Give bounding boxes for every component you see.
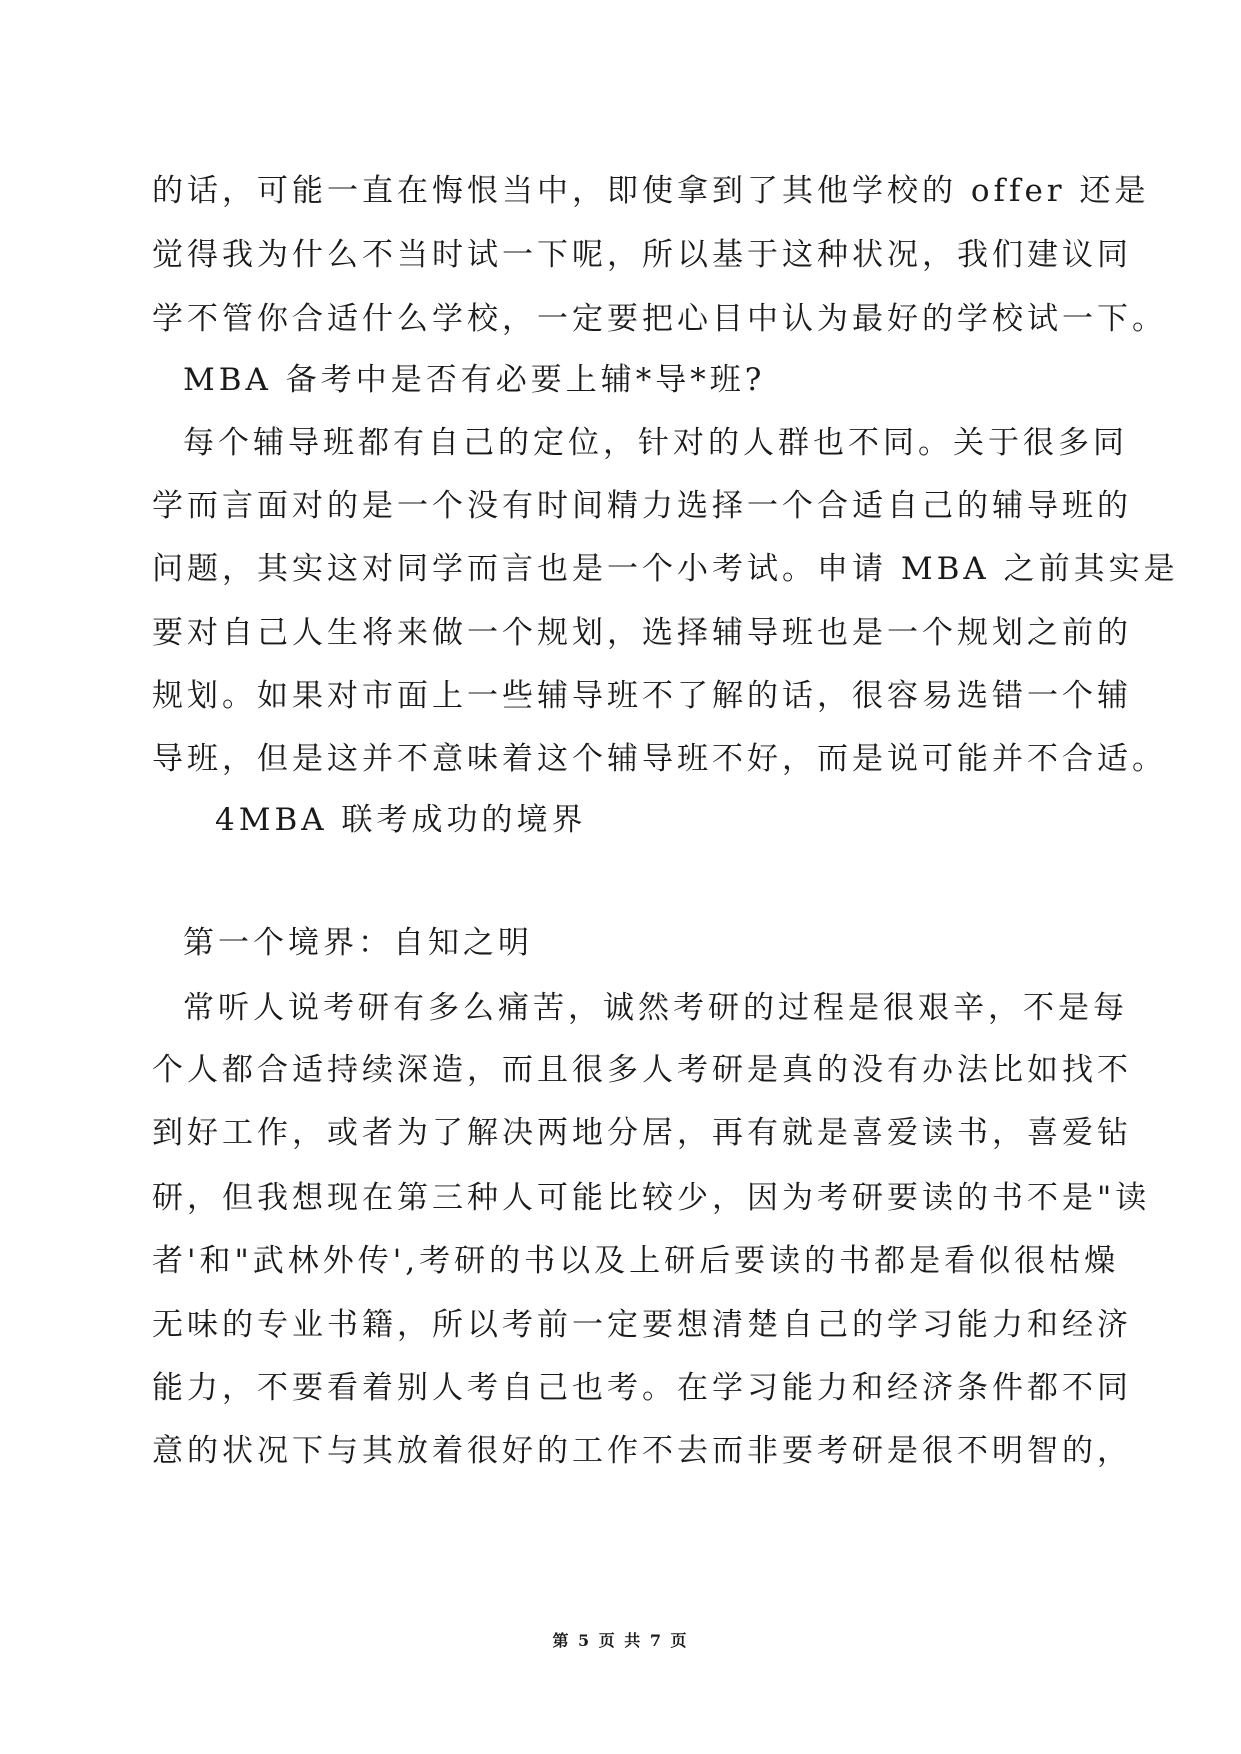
body-text-line: 研，但我想现在第三种人可能比较少，因为考研要读的书不是"读 [152,1180,1151,1216]
body-text-line: 意的状况下与其放着很好的工作不去而非要考研是很不明智的， [152,1433,1132,1469]
body-text-line: 觉得我为什么不当时试一下呢，所以基于这种状况，我们建议同 [152,237,1132,273]
body-text-line: 的话，可能一直在悔恨当中，即使拿到了其他学校的 offer 还是 [152,173,1150,209]
body-text-line: 常听人说考研有多么痛苦，诚然考研的过程是很艰辛，不是每 [183,990,1128,1026]
page-number-footer: 第 5 页 共 7 页 [552,1631,689,1650]
section-heading: 第一个境界：自知之明 [183,925,533,961]
body-text-line: 者'和"武林外传',考研的书以及上研后要读的书都是看似很枯燥 [152,1243,1120,1279]
body-text-line: 到好工作，或者为了解决两地分居，再有就是喜爱读书，喜爱钻 [152,1115,1132,1151]
body-text-line: 每个辅导班都有自己的定位，针对的人群也不同。关于很多同 [183,425,1128,461]
body-text-line: 规划。如果对市面上一些辅导班不了解的话，很容易选错一个辅 [152,678,1132,714]
section-heading: MBA 备考中是否有必要上辅*导*班? [183,362,766,398]
body-text-line: 个人都合适持续深造，而且很多人考研是真的没有办法比如找不 [152,1052,1132,1088]
body-text-line: 能力，不要看着别人考自己也考。在学习能力和经济条件都不同 [152,1370,1132,1406]
body-text-line: 学不管你合适什么学校，一定要把心目中认为最好的学校试一下。 [152,301,1167,337]
body-text-line: 导班，但是这并不意味着这个辅导班不好，而是说可能并不合适。 [152,741,1167,777]
body-text-line: 无味的专业书籍，所以考前一定要想清楚自己的学习能力和经济 [152,1307,1132,1343]
body-text-line: 问题，其实这对同学而言也是一个小考试。申请 MBA 之前其实是 [152,551,1179,587]
body-text-line: 要对自己人生将来做一个规划，选择辅导班也是一个规划之前的 [152,615,1132,651]
section-heading: 4MBA 联考成功的境界 [215,802,587,838]
body-text-line: 学而言面对的是一个没有时间精力选择一个合适自己的辅导班的 [152,488,1132,524]
